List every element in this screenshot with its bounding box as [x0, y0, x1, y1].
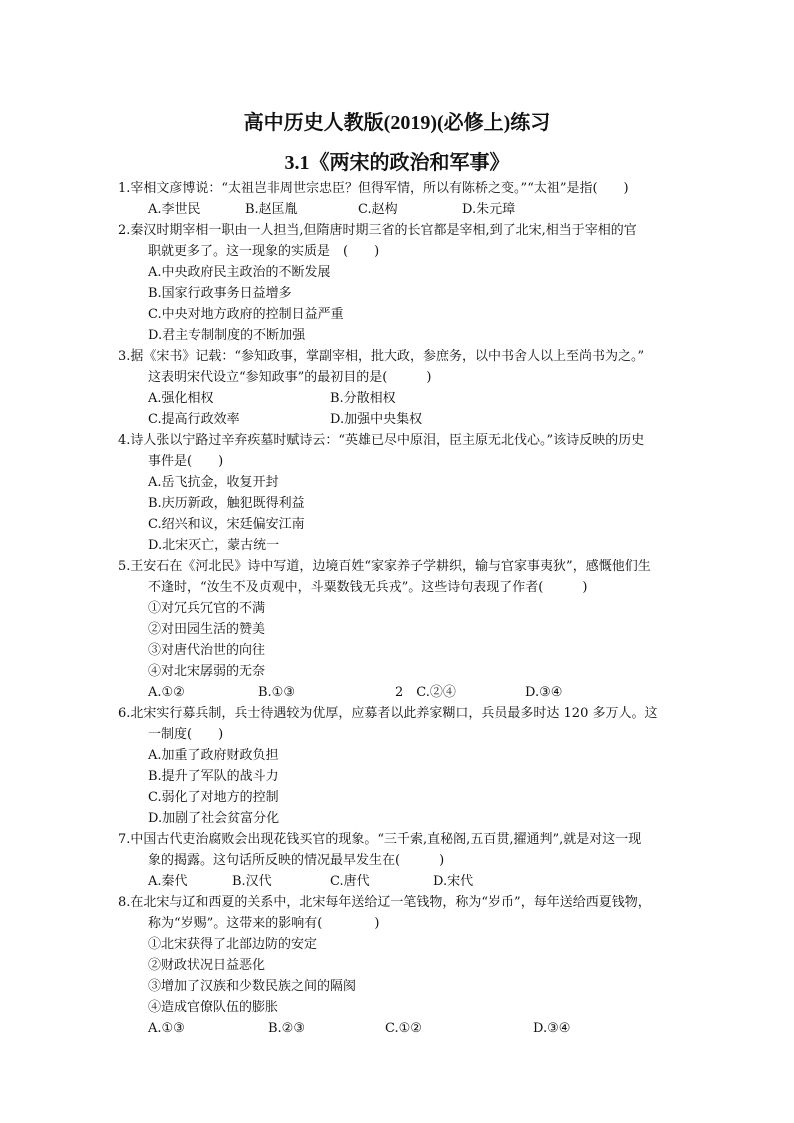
question-1-text: 1.宰相文彦博说：“太祖岂非周世宗忠臣？但得军情，所以有陈桥之变。”“太祖”是指( ) — [118, 181, 629, 196]
question-4-option-b: B.庆历新政，触犯既得利益 — [148, 496, 305, 511]
question-5-text: 5.王安石在《河北民》诗中写道，边境百姓“家家养子学耕织，输与官家事夷狄”，感慨他们生 — [118, 559, 651, 574]
question-8-statement-1: ①北宋获得了北部边防的安定 — [148, 937, 318, 952]
question-3-text-cont: 这表明宋代设立“参知政事”的最初目的是( ) — [148, 370, 432, 385]
question-4-option-a: A.岳飞抗金，收复开封 — [148, 475, 279, 490]
option-a: A.强化相权 — [148, 391, 214, 406]
lesson-title: 3.1《两宋的政治和军事》 — [284, 152, 510, 174]
question-5-statement-2: ②对田园生活的赞美 — [148, 622, 266, 637]
question-6-text: 6.北宋实行募兵制，兵士待遇较为优厚，应募者以此养家糊口，兵员最多时达 120 多万人。这 — [118, 706, 658, 721]
question-4-option-c: C.绍兴和议，宋廷偏安江南 — [148, 517, 305, 532]
option-b: B.②③ — [268, 1021, 305, 1036]
option-b: B.①③ — [258, 685, 295, 700]
option-c: C.提高行政效率 — [148, 412, 240, 427]
option-c: C.赵构 — [358, 202, 398, 217]
question-6-option-a: A.加重了政府财政负担 — [148, 748, 279, 763]
question-8-statement-4: ④造成官僚队伍的膨胀 — [148, 1000, 279, 1015]
question-2-text-cont: 职就更多了。这一现象的实质是 ( ) — [148, 244, 380, 259]
question-4-option-d: D.北宋灭亡，蒙古统一 — [148, 538, 280, 553]
question-2-option-c: C.中央对地方政府的控制日益严重 — [148, 307, 344, 322]
page-title: 高中历史人教版(2019)(必修上)练习 — [243, 112, 551, 134]
option-d: D.③④ — [525, 685, 563, 700]
option-a: A.①③ — [148, 1021, 185, 1036]
option-b: B.赵匡胤 — [245, 202, 298, 217]
question-3-text: 3.据《宋书》记载：“参知政事，掌副宰相，批大政，参庶务，以中书舍人以上至尚书为之。” — [118, 349, 645, 364]
option-d: D.宋代 — [433, 874, 474, 889]
question-8-statement-3: ③增加了汉族和少数民族之间的隔阂 — [148, 979, 357, 994]
option-b: B.汉代 — [232, 874, 272, 889]
option-b: B.分散相权 — [330, 391, 396, 406]
question-6-option-d: D.加剧了社会贫富分化 — [148, 811, 280, 826]
question-5-statement-3: ③对唐代治世的向往 — [148, 643, 266, 658]
option-a: A.秦代 — [148, 874, 188, 889]
question-5-statement-1: ①对冗兵冗官的不满 — [148, 601, 266, 616]
question-7-text: 7.中国古代吏治腐败会出现花钱买官的现象。“三千索,直秘阁,五百贯,擢通判”,就是对这一现 — [118, 832, 642, 847]
question-2-option-b: B.国家行政事务日益增多 — [148, 286, 292, 301]
option-c: 2 C.②④ — [395, 685, 456, 700]
option-a: A.李世民 — [148, 202, 201, 217]
question-4-text-cont: 事件是( ) — [148, 454, 224, 469]
question-6-text-cont: 一制度( ) — [148, 727, 224, 742]
question-7-text-cont: 象的揭露。这句话所反映的情况最早发生在( ) — [148, 853, 445, 868]
question-2-text: 2.秦汉时期宰相一职由一人担当,但隋唐时期三省的长官都是宰相,到了北宋,相当于宰相的官 — [118, 223, 637, 238]
question-8-statement-2: ②财政状况日益恶化 — [148, 958, 266, 973]
option-c: C.唐代 — [330, 874, 370, 889]
question-8-text: 8.在北宋与辽和西夏的关系中，北宋每年送给辽一笔钱物，称为“岁币”，每年送给西夏钱物， — [118, 895, 651, 910]
option-a: A.①② — [148, 685, 185, 700]
question-4-text: 4.诗人张以宁路过辛弃疾墓时赋诗云：“英雄已尽中原泪，臣主原无北伐心。”该诗反映的历史 — [118, 433, 645, 448]
question-2-option-a: A.中央政府民主政治的不断发展 — [148, 265, 331, 280]
question-2-option-d: D.君主专制制度的不断加强 — [148, 328, 306, 343]
question-6-option-c: C.弱化了对地方的控制 — [148, 790, 279, 805]
option-c: C.①② — [385, 1021, 422, 1036]
option-d: D.朱元璋 — [462, 202, 516, 217]
question-5-statement-4: ④对北宋孱弱的无奈 — [148, 664, 266, 679]
question-8-text-cont: 称为“岁赐”。这带来的影响有( ) — [148, 916, 380, 931]
question-6-option-b: B.提升了军队的战斗力 — [148, 769, 279, 784]
option-d: D.③④ — [533, 1021, 571, 1036]
option-d: D.加强中央集权 — [330, 412, 423, 427]
question-5-text-cont: 不逢时，“汝生不及贞观中，斗粟数钱无兵戎”。这些诗句表现了作者( ) — [148, 580, 588, 595]
